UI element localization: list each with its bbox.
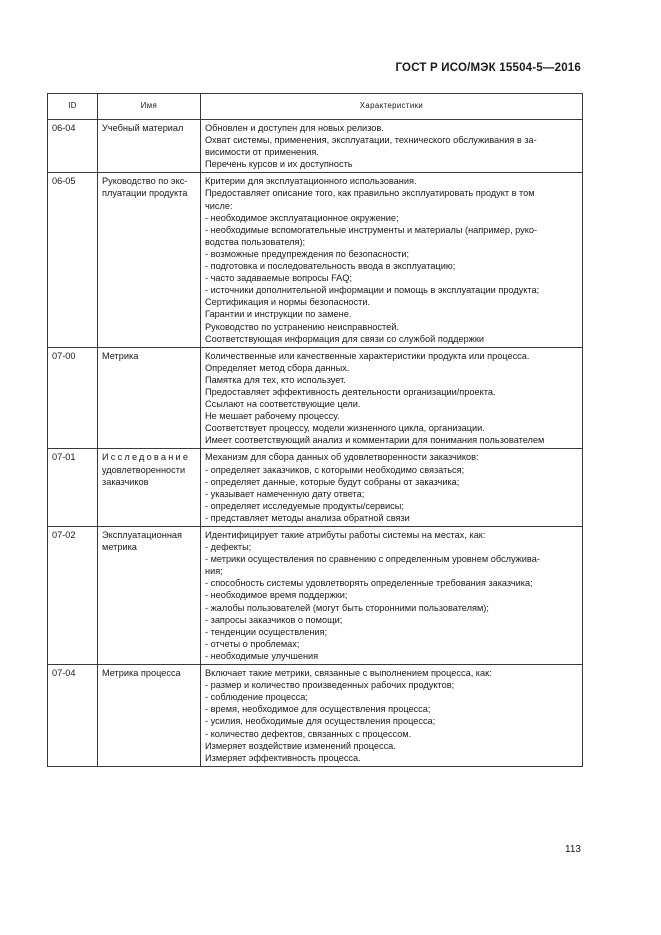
row-name-line: плуатации продукта [102,188,188,199]
characteristic-line: Не мешает рабочему процессу. [205,411,340,422]
characteristic-line: - количество дефектов, связанных с процессом. [205,728,412,739]
characteristic-line: Обновлен и доступен для новых релизов. [205,123,384,133]
table-row [48,527,583,665]
characteristic-line: - определяет исследуемые продукты/сервисы; [205,500,404,511]
row-characteristics [201,449,583,527]
characteristic-line: Соответствующая информация для связи со службой поддержки [205,333,484,344]
row-characteristics [201,527,583,665]
characteristic-line: - усилия, необходимые для осуществления процесса; [205,716,436,727]
characteristic-line: Имеет соответствующий анализ и комментарии для понимания пользователем [205,435,545,446]
row-name-line: Метрика процесса [102,668,181,679]
row-id: 06-04 [48,120,98,173]
table-row [48,173,583,347]
characteristic-line: Руководство по устранению неисправностей. [205,321,399,332]
characteristic-line: - соблюдение процесса; [205,692,308,703]
characteristic-line: - отчеты о проблемах; [205,638,300,649]
characteristic-line: Измеряет эффективность процесса. [205,752,361,763]
row-id: 07-01 [48,449,98,527]
characteristic-line: - возможные предупреждения по безопасности; [205,248,410,259]
characteristic-line: - жалобы пользователей (могут быть сторонними пользователям); [205,602,489,613]
row-name [98,173,201,347]
characteristic-line: - определяет данные, которые будут собраны от заказчика; [205,476,460,487]
characteristic-line: водства пользователя); [205,236,306,247]
characteristic-line: - тенденции осуществления; [205,626,328,637]
row-name [98,527,201,665]
characteristic-line: - источники дополнительной информации и помощь в эксплуатации продукта; [205,285,540,296]
characteristic-line: Предоставляет эффективность деятельности организации/проекта. [205,386,496,397]
characteristic-line: Измеряет воздействие изменений процесса. [205,740,396,751]
row-id: 07-02 [48,527,98,665]
row-id: 06-05 [48,173,98,347]
row-name-line: Метрика [102,350,139,361]
row-name-line: Эксплуатационная [102,530,183,540]
characteristic-line: - размер и количество произведенных рабочих продуктов; [205,680,455,691]
characteristic-line: - время, необходимое для осуществления процесса; [205,704,431,715]
table-row [48,347,583,449]
row-id: 07-00 [48,347,98,449]
characteristics-table [47,93,583,767]
characteristic-line: - метрики осуществления по сравнению с определенным уровнем обслужива- [205,554,540,565]
row-name [98,449,201,527]
table-body [48,120,583,767]
row-name-line: заказчиков [102,476,149,487]
characteristic-line: - способность системы удовлетворять определенные требования заказчика; [205,578,533,589]
characteristic-line: Соответствует процессу, модели жизненного цикла, организации. [205,423,485,434]
row-name [98,347,201,449]
characteristic-line: - определяет заказчиков, с которыми необходимо связаться; [205,464,465,475]
characteristic-line: - представляет методы анализа обратной связи [205,512,410,523]
row-name [98,120,201,173]
characteristic-line: Определяет метод сбора данных. [205,362,350,373]
characteristic-line: Включает такие метрики, связанные с выполнением процесса, как: [205,668,492,679]
characteristic-line: - необходимые улучшения [205,650,319,661]
characteristic-line: - подготовка и последовательность ввода в эксплуатацию; [205,261,456,272]
table-row [48,665,583,767]
characteristic-line: Количественные или качественные характеристики продукта или процесса. [205,350,530,361]
characteristic-line: Памятка для тех, кто использует. [205,374,346,385]
characteristic-line: - необходимые вспомогательные инструменты и материалы (например, руко- [205,224,538,235]
characteristic-line: - дефекты; [205,542,252,553]
characteristic-line: Идентифицирует такие атрибуты работы системы на местах, как: [205,530,486,540]
characteristic-line: Критерии для эксплуатационного использования. [205,176,417,187]
characteristic-line: - указывает намеченную дату ответа; [205,488,365,499]
row-name-line: Исследование [102,452,191,463]
page-number: 113 [565,844,581,855]
document-title: ГОСТ Р ИСО/МЭК 15504-5—2016 [395,62,581,74]
row-characteristics [201,347,583,449]
table-header [48,94,583,120]
characteristic-line: - запросы заказчиков о помощи; [205,614,343,625]
characteristic-line: Предоставляет описание того, как правильно эксплуатировать продукт в том [205,188,535,199]
column-header-name: Имя [98,94,201,120]
row-name [98,665,201,767]
characteristic-line: Сертификация и нормы безопасности. [205,297,371,308]
characteristic-line: ния; [205,566,223,577]
characteristic-line: Механизм для сбора данных об удовлетворенности заказчиков: [205,452,479,463]
row-characteristics [201,665,583,767]
row-name-line: Руководство по экс- [102,176,188,187]
characteristic-line: Гарантии и инструкции по замене. [205,309,352,320]
characteristic-line: - необходимое эксплуатационное окружение; [205,212,399,223]
characteristic-line: Ссылают на соответствующие цели. [205,399,361,410]
row-name-line: удовлетворенности [102,464,186,475]
row-characteristics [201,120,583,173]
table-row [48,120,583,173]
table-row [48,449,583,527]
characteristic-line: - необходимое время поддержки; [205,590,348,601]
row-id: 07-04 [48,665,98,767]
characteristic-line: - часто задаваемые вопросы FAQ; [205,273,353,284]
characteristic-line: висимости от применения. [205,147,319,158]
row-characteristics [201,173,583,347]
characteristic-line: Перечень курсов и их доступность [205,159,353,170]
row-name-line: метрика [102,542,137,553]
characteristic-line: Охват системы, применения, эксплуатации, технического обслуживания в за- [205,135,537,146]
column-header-characteristics: Характеристики [201,94,583,120]
column-header-id: ID [48,94,98,120]
characteristic-line: числе: [205,200,233,211]
row-name-line: Учебный материал [102,123,184,133]
